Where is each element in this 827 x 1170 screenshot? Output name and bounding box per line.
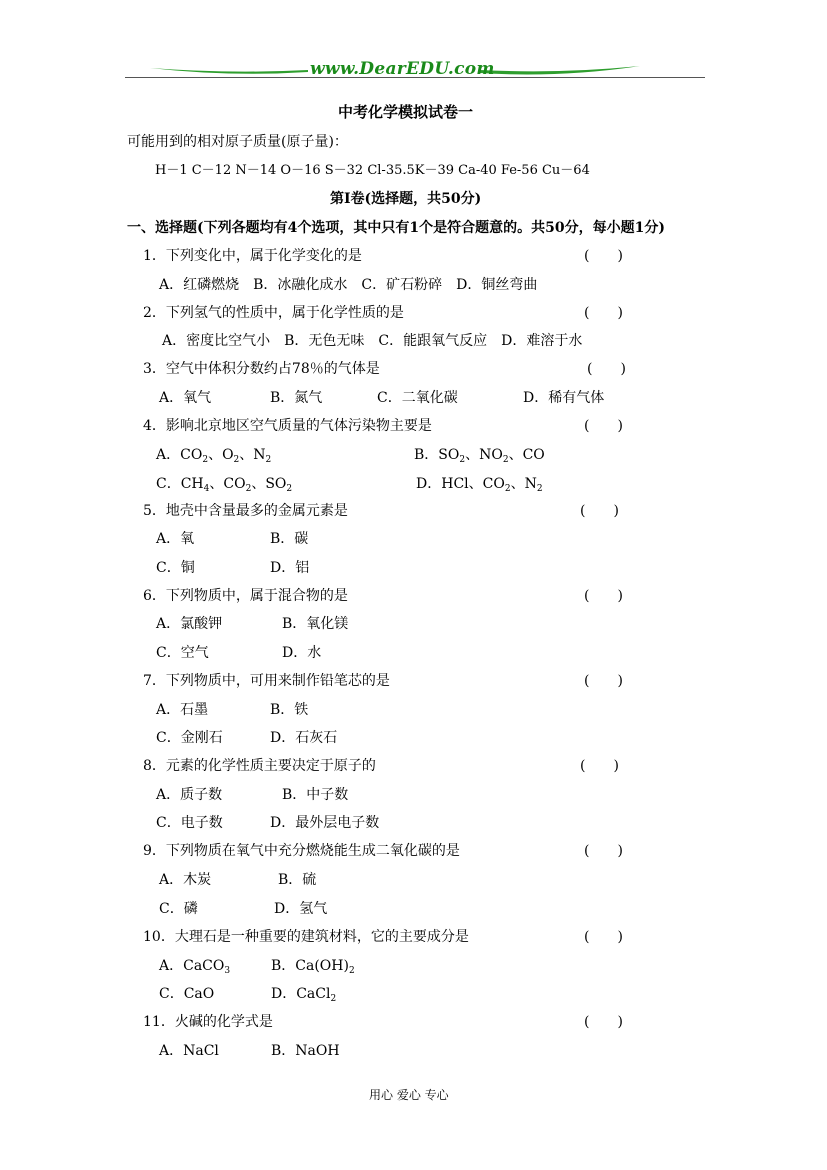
question-9-option-d: D．氢气: [274, 901, 328, 917]
atomic-mass-values: H－1 C－12 N－14 O－16 S－32 Cl-35.5K－39 Ca-40 Fe-56 Cu－64: [155, 163, 590, 178]
question-4-option-a: A．$CO_2$、$O_2$、$N_2$: [156, 447, 272, 465]
question-9-option-c: C．磷: [159, 901, 198, 917]
question-9-option-b: B．硫: [278, 872, 317, 888]
answer-blank: ( ): [584, 305, 623, 321]
section-title: 第Ⅰ卷(选择题，共50分): [330, 191, 482, 207]
question-3-option-d: D．稀有气体: [523, 390, 605, 406]
question-4-option-d: D．HCl、$CO_2$、$N_2$: [416, 476, 543, 494]
question-11-option-b: B．NaOH: [271, 1043, 340, 1059]
answer-blank: ( ): [580, 503, 619, 519]
question-8-option-d: D．最外层电子数: [270, 815, 380, 831]
question-6-option-c: C．空气: [156, 645, 209, 661]
question-8-option-b: B．中子数: [282, 787, 349, 803]
question-5-stem: 5．地壳中含量最多的金属元素是: [143, 503, 348, 519]
question-1-options: A．红磷燃烧 B．冰融化成水 C．矿石粉碎 D．铜丝弯曲: [159, 277, 538, 293]
page-title: 中考化学模拟试卷一: [338, 103, 474, 121]
part-heading: 一、选择题(下列各题均有4个选项，其中只有1个是符合题意的。共50分，每小题1分): [127, 220, 665, 236]
question-4-stem: 4．影响北京地区空气质量的气体污染物主要是: [143, 418, 432, 434]
site-logo: [150, 58, 640, 82]
question-8-stem: 8．元素的化学性质主要决定于原子的: [143, 758, 376, 774]
logo-text: www.DearEDU.com: [310, 59, 495, 79]
answer-blank: ( ): [584, 588, 623, 604]
question-1-stem: 1．下列变化中，属于化学变化的是: [143, 248, 362, 264]
question-4-option-b: B．$SO_2$、$NO_2$、CO: [414, 447, 545, 465]
atomic-mass-label: 可能用到的相对原子质量(原子量)：: [127, 134, 348, 150]
question-7-option-d: D．石灰石: [270, 730, 338, 746]
question-3-option-a: A．氧气: [159, 390, 212, 406]
question-7-option-a: A．石墨: [156, 702, 209, 718]
question-10-option-b: B．$Ca(OH)_2$: [271, 958, 355, 976]
question-9-stem: 9．下列物质在氧气中充分燃烧能生成二氧化碳的是: [143, 843, 460, 859]
question-10-option-c: C．CaO: [159, 986, 215, 1002]
question-11-option-a: A．NaCl: [159, 1043, 219, 1059]
question-5-option-d: D．铝: [270, 560, 310, 576]
answer-blank: ( ): [584, 929, 623, 945]
answer-blank: ( ): [587, 361, 626, 377]
answer-blank: ( ): [584, 673, 623, 689]
question-11-stem: 11．火碱的化学式是: [143, 1014, 273, 1030]
question-7-option-c: C．金刚石: [156, 730, 223, 746]
question-9-option-a: A．木炭: [159, 872, 212, 888]
question-7-option-b: B．铁: [270, 702, 309, 718]
header-rule: [125, 77, 705, 78]
question-5-option-a: A．氧: [156, 531, 195, 547]
answer-blank: ( ): [584, 843, 623, 859]
question-10-stem: 10．大理石是一种重要的建筑材料，它的主要成分是: [143, 929, 469, 945]
question-4-option-c: C．$CH_4$、$CO_2$、$SO_2$: [156, 476, 293, 494]
question-2-stem: 2．下列氢气的性质中，属于化学性质的是: [143, 305, 404, 321]
answer-blank: ( ): [580, 758, 619, 774]
question-6-stem: 6．下列物质中，属于混合物的是: [143, 588, 348, 604]
question-6-option-a: A．氯酸钾: [156, 616, 223, 632]
question-6-option-d: D．水: [282, 645, 322, 661]
question-3-option-b: B．氮气: [270, 390, 323, 406]
question-5-option-c: C．铜: [156, 560, 195, 576]
question-2-options: A．密度比空气小 B．无色无味 C．能跟氧气反应 D．难溶于水: [162, 333, 583, 349]
question-8-option-a: A．质子数: [156, 787, 223, 803]
question-8-option-c: C．电子数: [156, 815, 223, 831]
question-5-option-b: B．碳: [270, 531, 309, 547]
answer-blank: ( ): [584, 248, 623, 264]
question-10-option-a: A．CaCO$_3$: [159, 958, 231, 976]
question-3-stem: 3．空气中体积分数约占78％的气体是: [143, 361, 380, 377]
page-footer: 用心 爱心 专心: [369, 1088, 449, 1102]
question-3-option-c: C．二氧化碳: [377, 390, 458, 406]
answer-blank: ( ): [584, 1014, 623, 1030]
question-6-option-b: B．氧化镁: [282, 616, 349, 632]
answer-blank: ( ): [584, 418, 623, 434]
question-10-option-d: D．CaCl$_2$: [271, 986, 337, 1004]
question-7-stem: 7．下列物质中，可用来制作铅笔芯的是: [143, 673, 390, 689]
